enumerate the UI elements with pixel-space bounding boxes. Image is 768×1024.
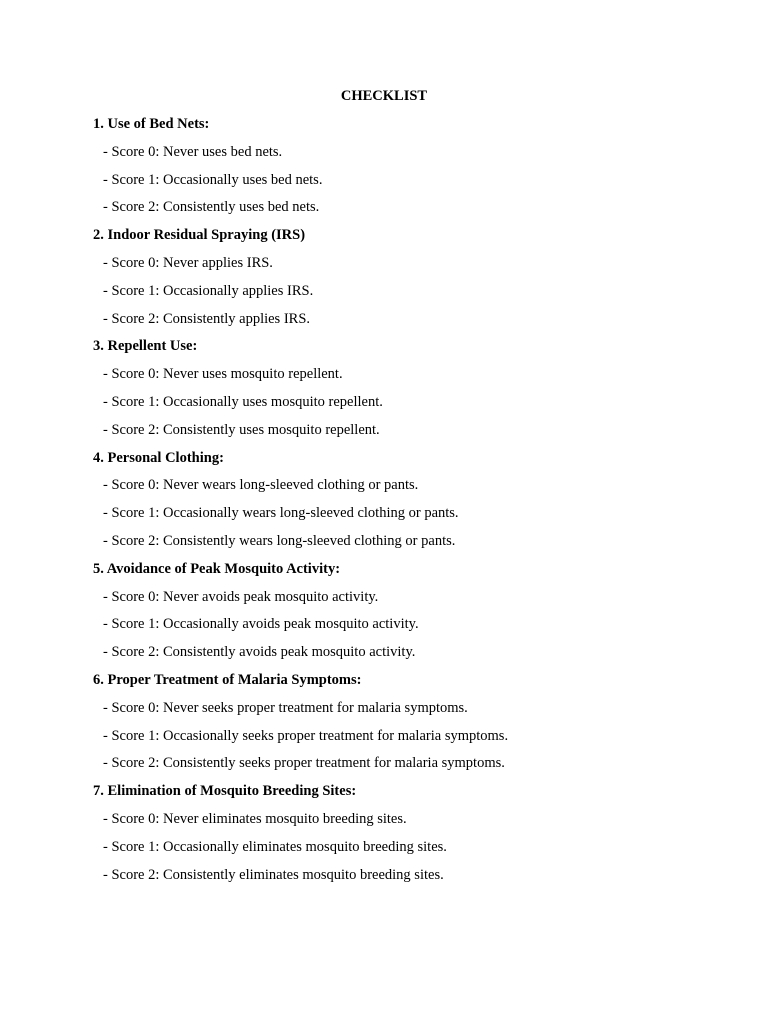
score-list xyxy=(93,142,733,218)
checklist-section xyxy=(93,448,733,551)
checklist-section xyxy=(93,336,733,439)
score-item: - Score 1: Occasionally uses bed nets. xyxy=(103,171,323,188)
score-item: - Score 1: Occasionally uses mosquito repellent. xyxy=(103,393,383,410)
score-item: - Score 2: Consistently wears long-sleeved clothing or pants. xyxy=(103,532,456,549)
score-item: - Score 0: Never applies IRS. xyxy=(103,254,273,271)
section-heading: 4. Personal Clothing: xyxy=(93,449,224,466)
checklist-section xyxy=(93,781,733,884)
score-item: - Score 2: Consistently avoids peak mosquito activity. xyxy=(103,644,416,661)
score-list xyxy=(93,809,733,885)
score-item: - Score 0: Never seeks proper treatment for malaria symptoms. xyxy=(103,699,468,716)
score-item: - Score 2: Consistently uses mosquito repellent. xyxy=(103,421,380,438)
score-item: - Score 0: Never uses mosquito repellent. xyxy=(103,366,343,383)
section-heading: 7. Elimination of Mosquito Breeding Sites: xyxy=(93,783,357,800)
score-item: - Score 1: Occasionally applies IRS. xyxy=(103,282,314,299)
section-heading: 5. Avoidance of Peak Mosquito Activity: xyxy=(93,560,341,577)
document-title: CHECKLIST xyxy=(340,88,428,104)
checklist-section xyxy=(93,670,733,773)
section-heading: 2. Indoor Residual Spraying (IRS) xyxy=(93,227,306,244)
score-list xyxy=(93,475,733,551)
score-list xyxy=(93,587,733,663)
score-item: - Score 2: Consistently applies IRS. xyxy=(103,310,311,327)
checklist-section xyxy=(93,559,733,662)
checklist-section xyxy=(93,114,733,217)
score-item: - Score 0: Never eliminates mosquito breeding sites. xyxy=(103,810,407,827)
score-item: - Score 1: Occasionally seeks proper treatment for malaria symptoms. xyxy=(103,727,509,744)
score-item: - Score 0: Never uses bed nets. xyxy=(103,143,283,160)
score-item: - Score 2: Consistently eliminates mosquito breeding sites. xyxy=(103,866,444,883)
section-heading: 1. Use of Bed Nets: xyxy=(93,116,210,132)
section-heading: 3. Repellent Use: xyxy=(93,338,198,355)
score-list xyxy=(93,698,733,774)
score-list xyxy=(93,253,733,329)
checklist-section xyxy=(93,225,733,328)
score-item: - Score 2: Consistently uses bed nets. xyxy=(103,199,320,216)
score-item: - Score 1: Occasionally wears long-sleeved clothing or pants. xyxy=(103,505,459,522)
score-item: - Score 0: Never avoids peak mosquito activity. xyxy=(103,588,379,605)
score-item: - Score 1: Occasionally eliminates mosquito breeding sites. xyxy=(103,838,447,855)
section-heading: 6. Proper Treatment of Malaria Symptoms: xyxy=(93,671,362,688)
score-item: - Score 2: Consistently seeks proper treatment for malaria symptoms. xyxy=(103,755,505,772)
score-item: - Score 1: Occasionally avoids peak mosquito activity. xyxy=(103,616,419,633)
score-list xyxy=(93,364,733,440)
score-item: - Score 0: Never wears long-sleeved clothing or pants. xyxy=(103,477,419,494)
checklist xyxy=(93,114,733,892)
